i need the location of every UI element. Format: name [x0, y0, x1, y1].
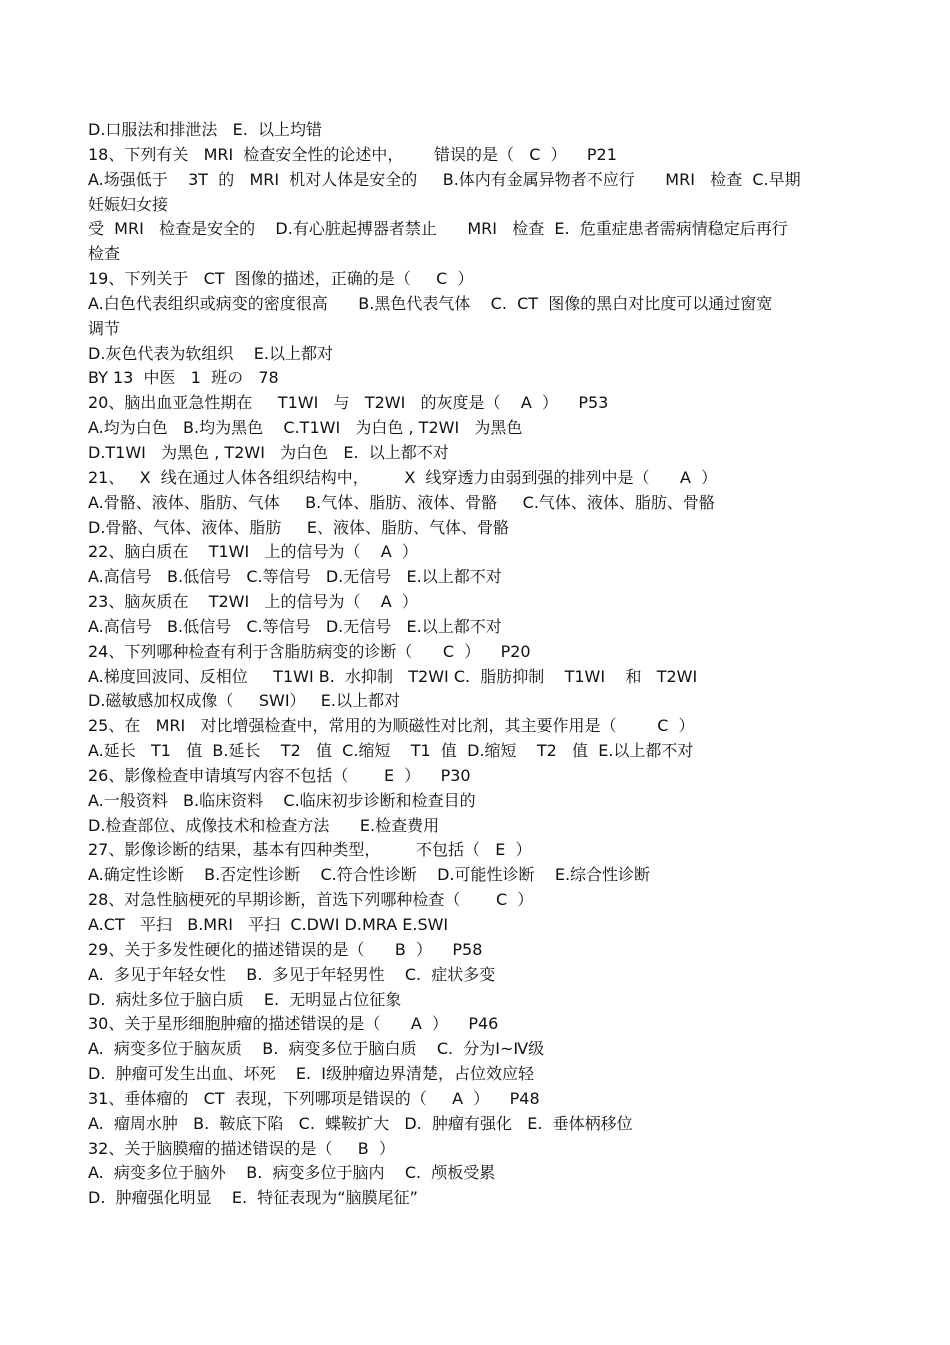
question-28-stem: 28、对急性脑梗死的早期诊断，首选下列哪种检查（ C ）	[88, 890, 534, 910]
question-23-stem: 23、脑灰质在 T2WI 上的信号为（ A ）	[88, 592, 418, 612]
text-line: 检查	[88, 244, 121, 264]
text-line: 调节	[88, 318, 121, 338]
question-32-stem: 32、关于脑膜瘤的描述错误的是（ B ）	[88, 1138, 395, 1158]
text-line: D.灰色代表为软组织 E.以上都对	[88, 343, 333, 363]
text-line: A.一般资料 B.临床资料 C.临床初步诊断和检查目的	[88, 790, 476, 810]
text-line: A.均为白色 B.均为黑色 C.T1WI 为白色 , T2WI 为黑色	[88, 418, 523, 438]
text-line: 受 MRI 检查是安全的 D.有心脏起搏器者禁止 MRI 检查 E. 危重症患者需病情稳定后再行	[88, 219, 788, 239]
question-27-stem: 27、影像诊断的结果，基本有四种类型， 不包括（ E ）	[88, 840, 532, 860]
text-line: A.高信号 B.低信号 C.等信号 D.无信号 E.以上都不对	[88, 567, 502, 587]
text-line: A.骨骼、液体、脂肪、气体 B.气体、脂肪、液体、骨骼 C.气体、液体、脂肪、骨骼	[88, 492, 715, 512]
question-29-stem: 29、关于多发性硬化的描述错误的是（ B ） P58	[88, 939, 483, 959]
text-line: 妊娠妇女接	[88, 194, 169, 214]
text-line: A.CT 平扫 B.MRI 平扫 C.DWI D.MRA E.SWI	[88, 915, 449, 934]
question-20-stem: 20、脑出血亚急性期在 T1WI 与 T2WI 的灰度是（ A ） P53	[88, 393, 609, 413]
question-26-stem: 26、影像检查申请填写内容不包括（ E ） P30	[88, 765, 471, 785]
text-line: D.T1WI 为黑色 , T2WI 为白色 E. 以上都不对	[88, 442, 449, 462]
document-page	[88, 118, 868, 1211]
text-line: A.确定性诊断 B.否定性诊断 C.符合性诊断 D.可能性诊断 E.综合性诊断	[88, 865, 651, 885]
text-line: A. 多见于年轻女性 B. 多见于年轻男性 C. 症状多变	[88, 964, 496, 984]
question-24-stem: 24、下列哪种检查有利于含脂肪病变的诊断（ C ） P20	[88, 641, 531, 661]
text-line: D.骨骼、气体、液体、脂肪 E、液体、脂肪、气体、骨骼	[88, 517, 509, 537]
question-21-stem: 21、 X 线在通过人体各组织结构中， X 线穿透力由弱到强的排列中是（ A ）	[88, 467, 718, 487]
text-line: A. 病变多位于脑灰质 B. 病变多位于脑白质 C. 分为Ⅰ~Ⅳ级	[88, 1039, 545, 1059]
text-line: D. 肿瘤可发生出血、坏死 E. Ⅰ级肿瘤边界清楚，占位效应轻	[88, 1064, 535, 1084]
text-line: A.延长 T1 值 B.延长 T2 值 C.缩短 T1 值 D.缩短 T2 值 E.以上都不对	[88, 741, 694, 761]
question-19-stem: 19、下列关于 CT 图像的描述，正确的是（ C ）	[88, 269, 474, 289]
text-line: A. 病变多位于脑外 B. 病变多位于脑内 C. 颅板受累	[88, 1163, 496, 1183]
text-line: D.磁敏感加权成像（ SWI） E.以上都对	[88, 691, 400, 711]
question-18-stem: 18、下列有关 MRI 检查安全性的论述中， 错误的是（ C ） P21	[88, 144, 617, 164]
text-line: D. 肿瘤强化明显 E. 特征表现为“脑膜尾征”	[88, 1188, 418, 1208]
question-22-stem: 22、脑白质在 T1WI 上的信号为（ A ）	[88, 542, 418, 562]
text-line: A. 瘤周水肿 B. 鞍底下陷 C. 蝶鞍扩大 D. 肿瘤有强化 E. 垂体柄移位	[88, 1113, 633, 1133]
question-25-stem: 25、在 MRI 对比增强检查中，常用的为顺磁性对比剂，其主要作用是（ C ）	[88, 716, 695, 736]
text-line: A.梯度回波同、反相位 T1WI B. 水抑制 T2WI C. 脂肪抑制 T1WI 和 T2WI	[88, 666, 698, 686]
text-line: D.口服法和排泄法 E. 以上均错	[88, 120, 323, 139]
text-line: A.白色代表组织或病变的密度很高 B.黑色代表气体 C. CT 图像的黑白对比度可以通过窗宽	[88, 293, 773, 313]
text-line: A.高信号 B.低信号 C.等信号 D.无信号 E.以上都不对	[88, 616, 502, 636]
question-31-stem: 31、垂体瘤的 CT 表现，下列哪项是错误的（ A ） P48	[88, 1088, 540, 1108]
text-line: D.检查部位、成像技术和检查方法 E.检查费用	[88, 815, 440, 835]
text-line: D. 病灶多位于脑白质 E. 无明显占位征象	[88, 989, 402, 1009]
text-line: A.场强低于 3T 的 MRI 机对人体是安全的 B.体内有金属异物者不应行 MRI 检查 C.早期	[88, 169, 801, 189]
question-30-stem: 30、关于星形细胞肿瘤的描述错误的是（ A ） P46	[88, 1014, 499, 1034]
class-note: BY 13 中医 1 班の 78	[88, 368, 279, 388]
